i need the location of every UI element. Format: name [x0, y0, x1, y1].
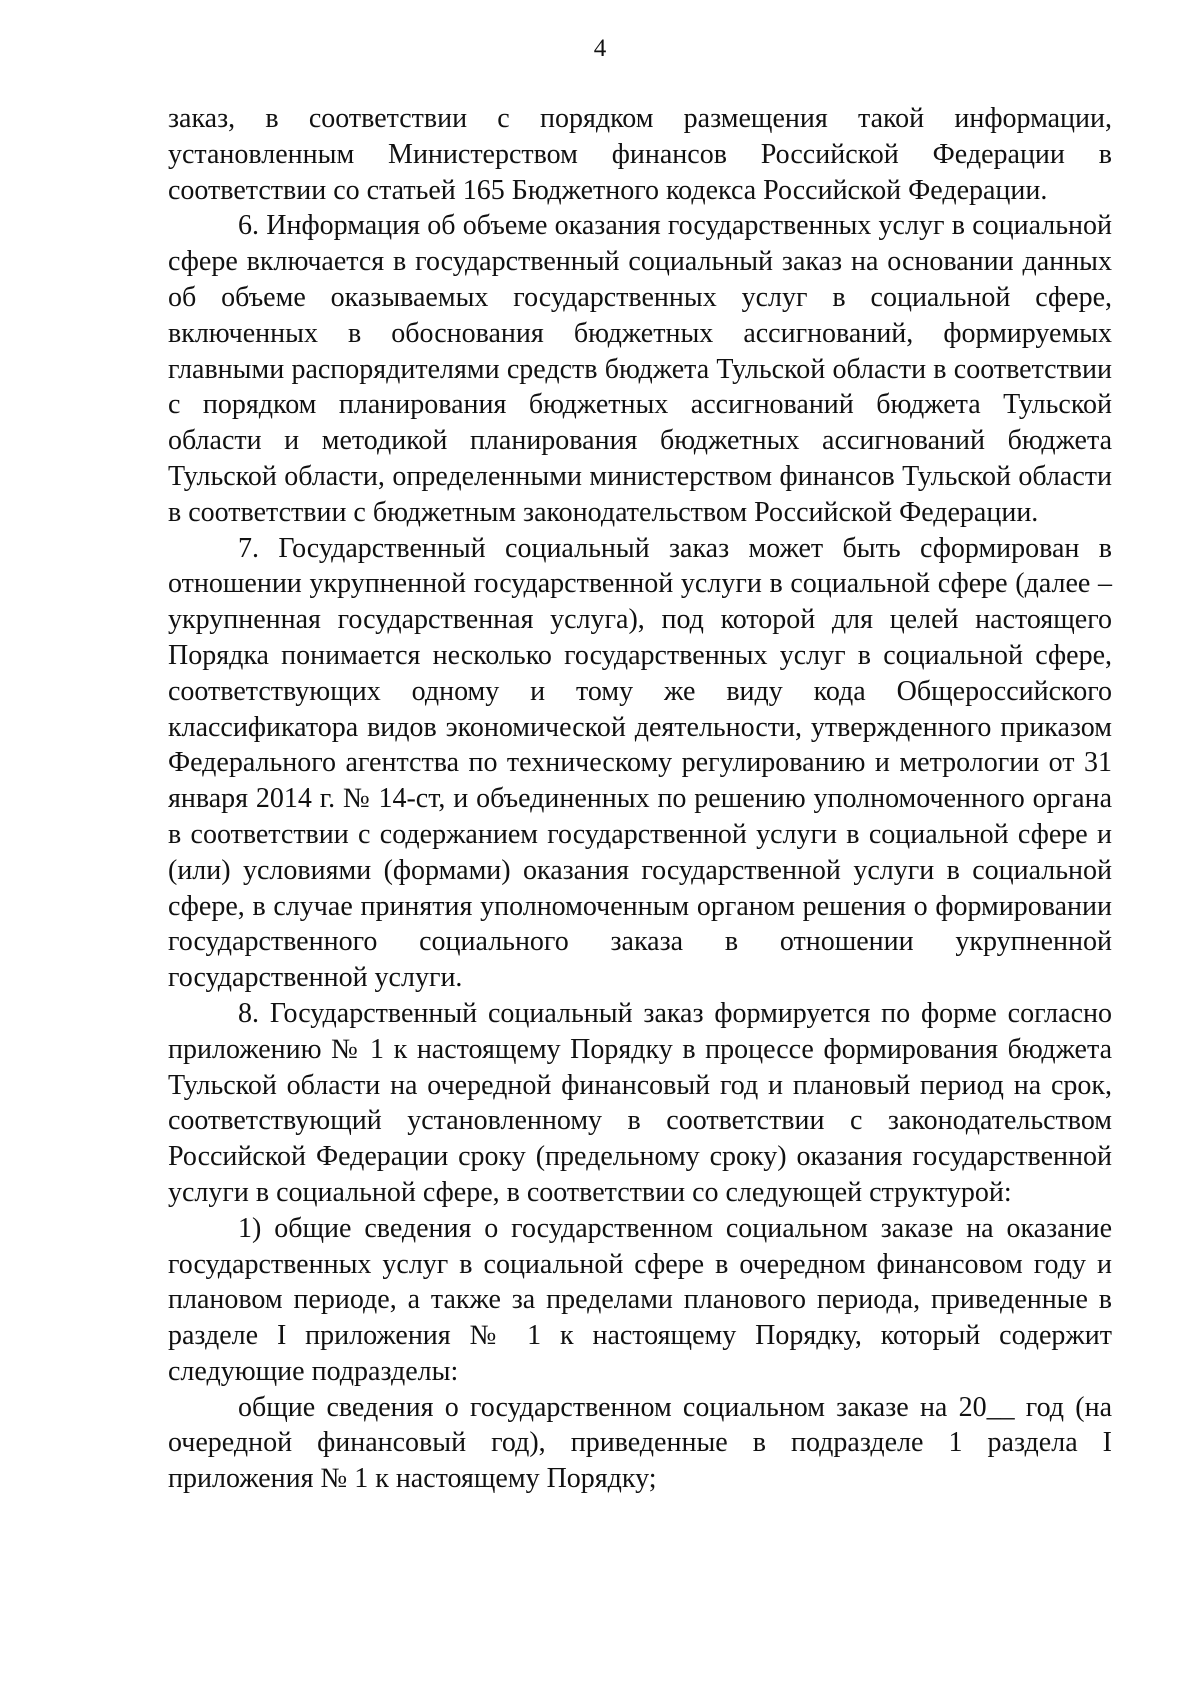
paragraph-item-6: 6. Информация об объеме оказания государственных услуг в социальной сфере включается в государственный социальный заказ на основании данных об объеме оказываемых государственных услуг в социальной сфере, включенных в обоснования бюджетных ассигнований, формируемых главными распорядителями средств бюджета Тульской области в соответствии с порядком планирования бюджетных ассигнований бюджета Тульской области и методикой планирования бюджетных ассигнований бюджета Тульской области, определенными министерством финансов Тульской области в соответствии с бюджетным законодательством Российской Федерации. — [168, 210, 1112, 528]
paragraph-item-7: 7. Государственный социальный заказ может быть сформирован в отношении укрупненной государственной услуги в социальной сфере (далее – укрупненная государственная услуга), под которой для целей настоящего Порядка понимается несколько государственных услуг в социальной сфере, соответствующих одному и тому же виду кода Общероссийского классификатора видов экономической деятельности, утвержденного приказом Федерального агентства по техническому регулированию и метрологии от 31 января 2014 г. № 14-ст, и объединенных по решению уполномоченного органа в соответствии с содержанием государственной услуги в социальной сфере и (или) условиями (формами) оказания государственной услуги в социальной сфере, в случае принятия уполномоченным органом решения о формировании государственного социального заказа в отношении укрупненной государственной услуги. — [168, 532, 1112, 994]
paragraph-subitem-1: 1) общие сведения о государственном социальном заказе на оказание государственных услуг в социальной сфере в очередном финансовом году и плановом периоде, а также за пределами планового периода, приведенные в разделе I приложения № 1 к настоящему Порядку, который содержит следующие подразделы: — [168, 1212, 1112, 1387]
document-body — [168, 101, 1112, 1497]
paragraph-continuation: заказ, в соответствии с порядком размещения такой информации, установленным Министерством финансов Российской Федерации в соответствии со статьей 165 Бюджетного кодекса Российской Федерации. — [168, 103, 1112, 206]
paragraph-subsection-info: общие сведения о государственном социальном заказе на 20__ год (на очередной финансовый год), приведенные в подразделе 1 раздела I приложения № 1 к настоящему Порядку; — [168, 1391, 1112, 1495]
paragraph-item-8: 8. Государственный социальный заказ формируется по форме согласно приложению № 1 к настоящему Порядку в процессе формирования бюджета Тульской области на очередной финансовый год и плановый период на срок, соответствующий установленному в соответствии с законодательством Российской Федерации сроку (предельному сроку) оказания государственной услуги в социальной сфере, в соответствии со следующей структурой: — [168, 997, 1112, 1208]
page-number: 4 — [593, 35, 607, 62]
